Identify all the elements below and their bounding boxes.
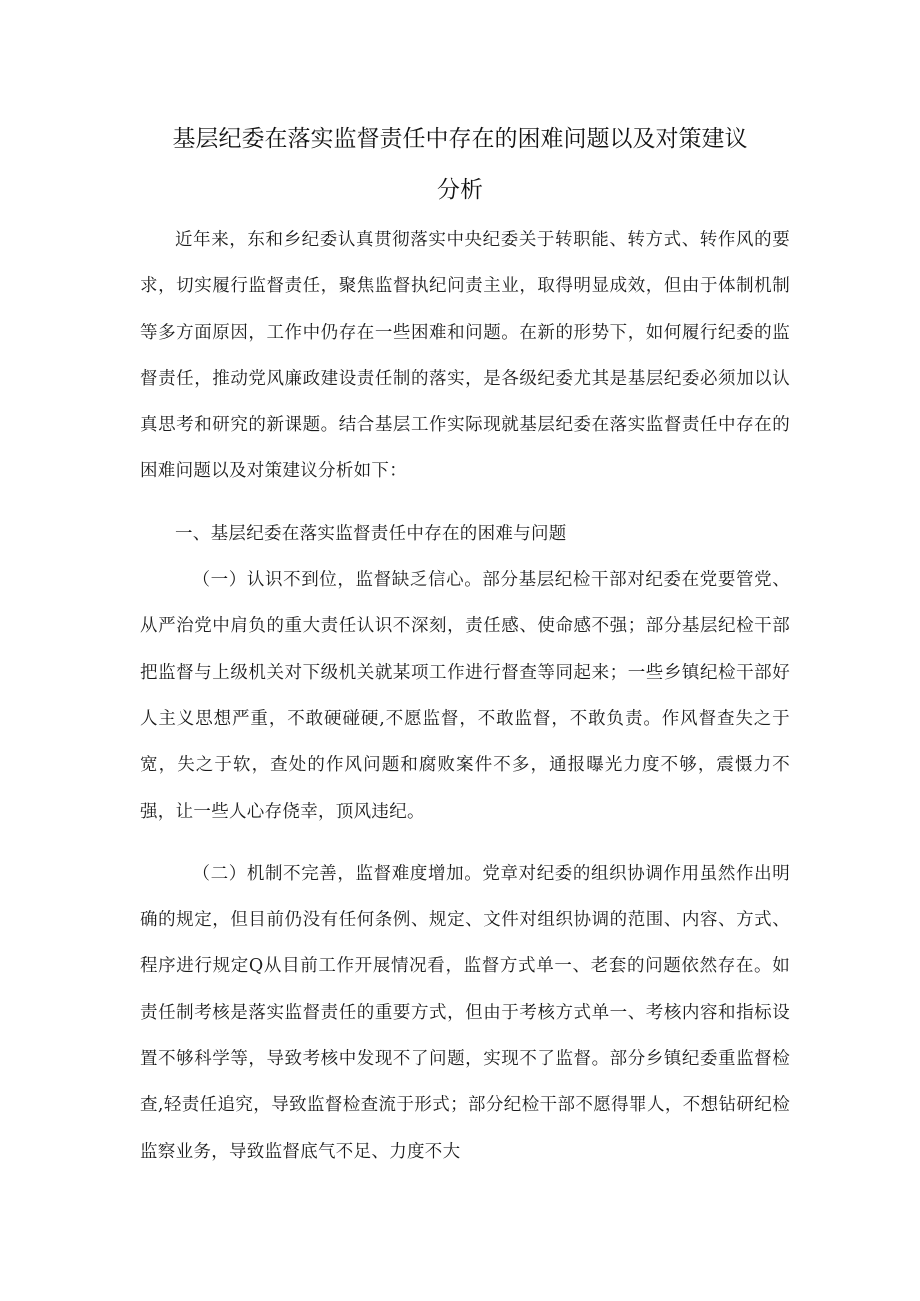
intro-paragraph: 近年来，东和乡纪委认真贯彻落实中央纪委关于转职能、转方式、转作风的要求，切实履行监督责任，聚焦监督执纪问责主业，取得明显成效，但由于体制机制等多方面原因，工作中仍存在一些困难和问题。在新的形势下，如何履行纪委的监督责任，推动党风廉政建设责任制的落实，是各级纪委尤其是基层纪委必须加以认真思考和研究的新课题。结合基层工作实际现就基层纪委在落实监督责任中存在的困难问题以及对策建议分析如下： [140,230,790,482]
section-1-heading: 一、基层纪委在落实监督责任中存在的困难与问题 [175,523,567,544]
item-2-paragraph: （二）机制不完善，监督难度增加。党章对纪委的组织协调作用虽然作出明确的规定，但目前仍没有任何条例、规定、文件对组织协调的范围、内容、方式、程序进行规定Q从目前工作开展情况看，监督方式单一、老套的问题依然存在。如责任制考核是落实监督责任的重要方式，但由于考核方式单一、考核内容和指标设置不够科学等，导致考核中发现不了问题，实现不了监督。部分乡镇纪委重监督检查,轻责任追究，导致监督检查流于形式；部分纪检干部不愿得罪人，不想钻研纪检监察业务，导致监督底气不足、力度不大 [140,863,790,1162]
document-title-line-2: 分析 [437,177,483,203]
item-1-paragraph: （一）认识不到位，监督缺乏信心。部分基层纪检干部对纪委在党要管党、从严治党中肩负的重大责任认识不深刻，责任感、使命感不强；部分基层纪检干部把监督与上级机关对下级机关就某项工作进行督查等同起来；一些乡镇纪检干部好人主义思想严重，不敢硬碰硬,不愿监督，不敢监督，不敢负责。作风督查失之于宽，失之于软，查处的作风问题和腐败案件不多，通报曝光力度不够，震慑力不强，让一些人心存侥幸，顶风违纪。 [140,570,790,822]
document-body [140,217,790,1191]
document-title-line-1: 基层纪委在落实监督责任中存在的困难问题以及对策建议 [172,126,748,152]
